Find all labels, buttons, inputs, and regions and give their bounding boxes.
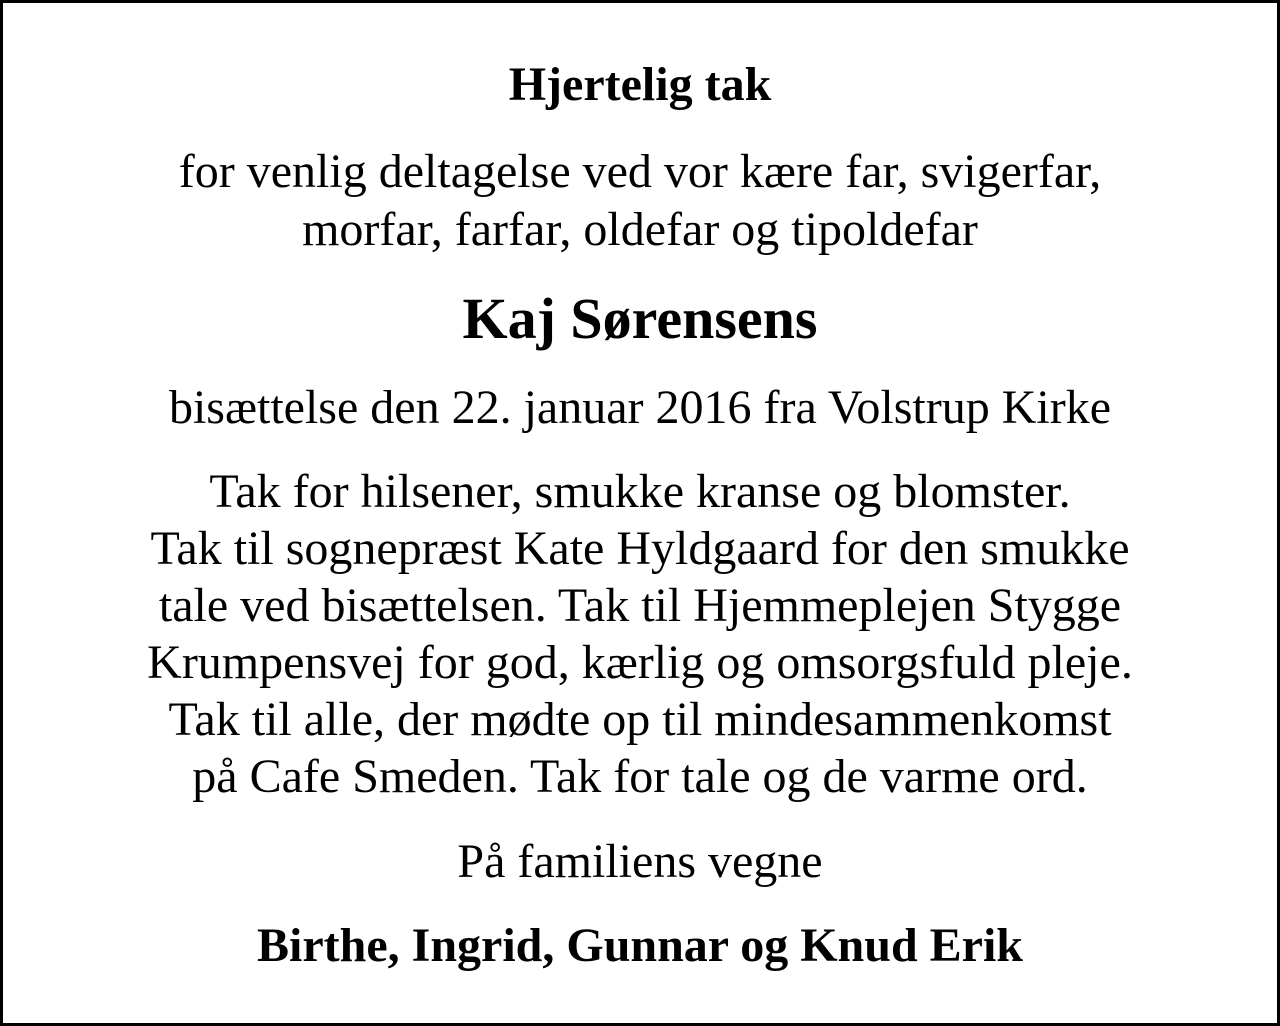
thanks-line: Tak til alle, der mødte op til mindesammenkomst [168, 693, 1112, 746]
deceased-name: Kaj Sørensens [462, 286, 818, 351]
intro-line: morfar, farfar, oldefar og tipoldefar [302, 203, 978, 256]
intro-line: for venlig deltagelse ved vor kære far, svigerfar, [178, 145, 1102, 198]
thanks-line: Krumpensvej for god, kærlig og omsorgsfuld pleje. [147, 636, 1133, 689]
on-behalf-text: På familiens vegne [457, 835, 823, 888]
notice-heading: Hjertelig tak [508, 58, 772, 111]
thanks-line: tale ved bisættelsen. Tak til Hjemmeplejen Stygge [158, 579, 1122, 632]
thanks-text [3, 463, 1277, 805]
thanks-line: på Cafe Smeden. Tak for tale og de varme ord. [192, 750, 1088, 803]
signers: Birthe, Ingrid, Gunnar og Knud Erik [257, 919, 1023, 972]
funeral-details: bisættelse den 22. januar 2016 fra Volstrup Kirke [168, 381, 1112, 434]
thanks-line: Tak til sognepræst Kate Hyldgaard for den smukke [150, 522, 1130, 575]
intro-text [3, 143, 1277, 259]
thanks-line: Tak for hilsener, smukke kranse og blomster. [209, 465, 1071, 518]
